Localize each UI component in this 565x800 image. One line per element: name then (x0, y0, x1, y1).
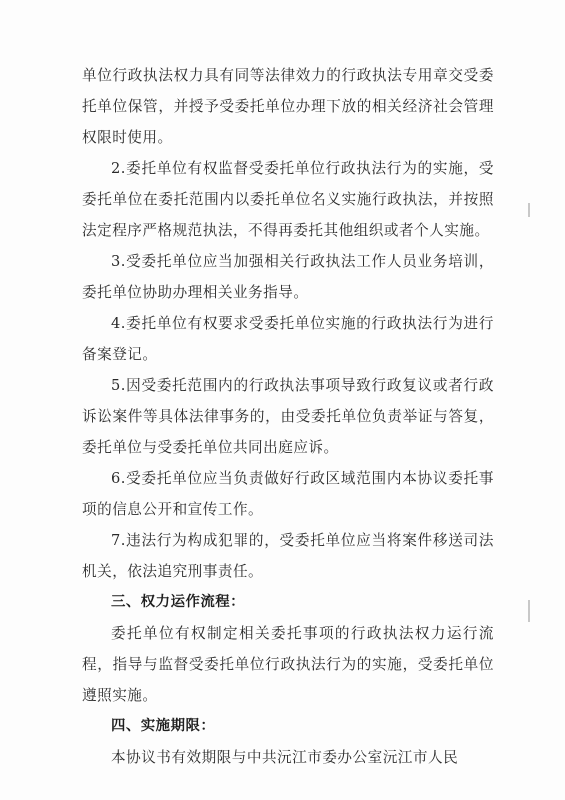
binding-mark-top (528, 203, 530, 217)
paragraph-process: 委托单位有权制定相关委托事项的行政执法权力运行流程，指导与监督受委托单位行政执法行为的实施，受委托单位遵照实施。 (82, 625, 494, 704)
paragraph-item-3: 3.受委托单位应当加强相关行政执法工作人员业务培训，委托单位协助办理相关业务指导。 (82, 253, 494, 301)
paragraph-continuation: 单位行政执法权力具有同等法律效力的行政执法专用章交受委托单位保管，并授予受委托单位办理下放的相关经济社会管理权限时使用。 (82, 67, 494, 146)
paragraph-item-5: 5.因受委托范围内的行政执法事项导致行政复议或者行政诉讼案件等具体法律事务的，由受委托单位负责举证与答复，委托单位与受委托单位共同出庭应诉。 (82, 377, 494, 456)
section-heading-term: 四、实施期限： (111, 718, 216, 734)
paragraph-item-2: 2.委托单位有权监督受委托单位行政执法行为的实施，受委托单位在委托范围内以委托单位名义实施行政执法，并按照法定程序严格规范执法，不得再委托其他组织或者个人实施。 (82, 160, 494, 239)
paragraph-item-4: 4.委托单位有权要求受委托单位实施的行政执法行为进行备案登记。 (82, 315, 494, 363)
paragraph-item-7: 7.违法行为构成犯罪的，受委托单位应当将案件移送司法机关，依法追究刑事责任。 (82, 532, 494, 580)
paragraph-term: 本协议书有效期限与中共沅江市委办公室沅江市人民 (111, 749, 459, 766)
document-body (82, 60, 494, 773)
binding-mark-bottom (528, 600, 530, 622)
section-heading-process: 三、权力运作流程： (111, 594, 246, 610)
paragraph-item-6: 6.受委托单位应当负责做好行政区域范围内本协议委托事项的信息公开和宣传工作。 (82, 470, 494, 518)
